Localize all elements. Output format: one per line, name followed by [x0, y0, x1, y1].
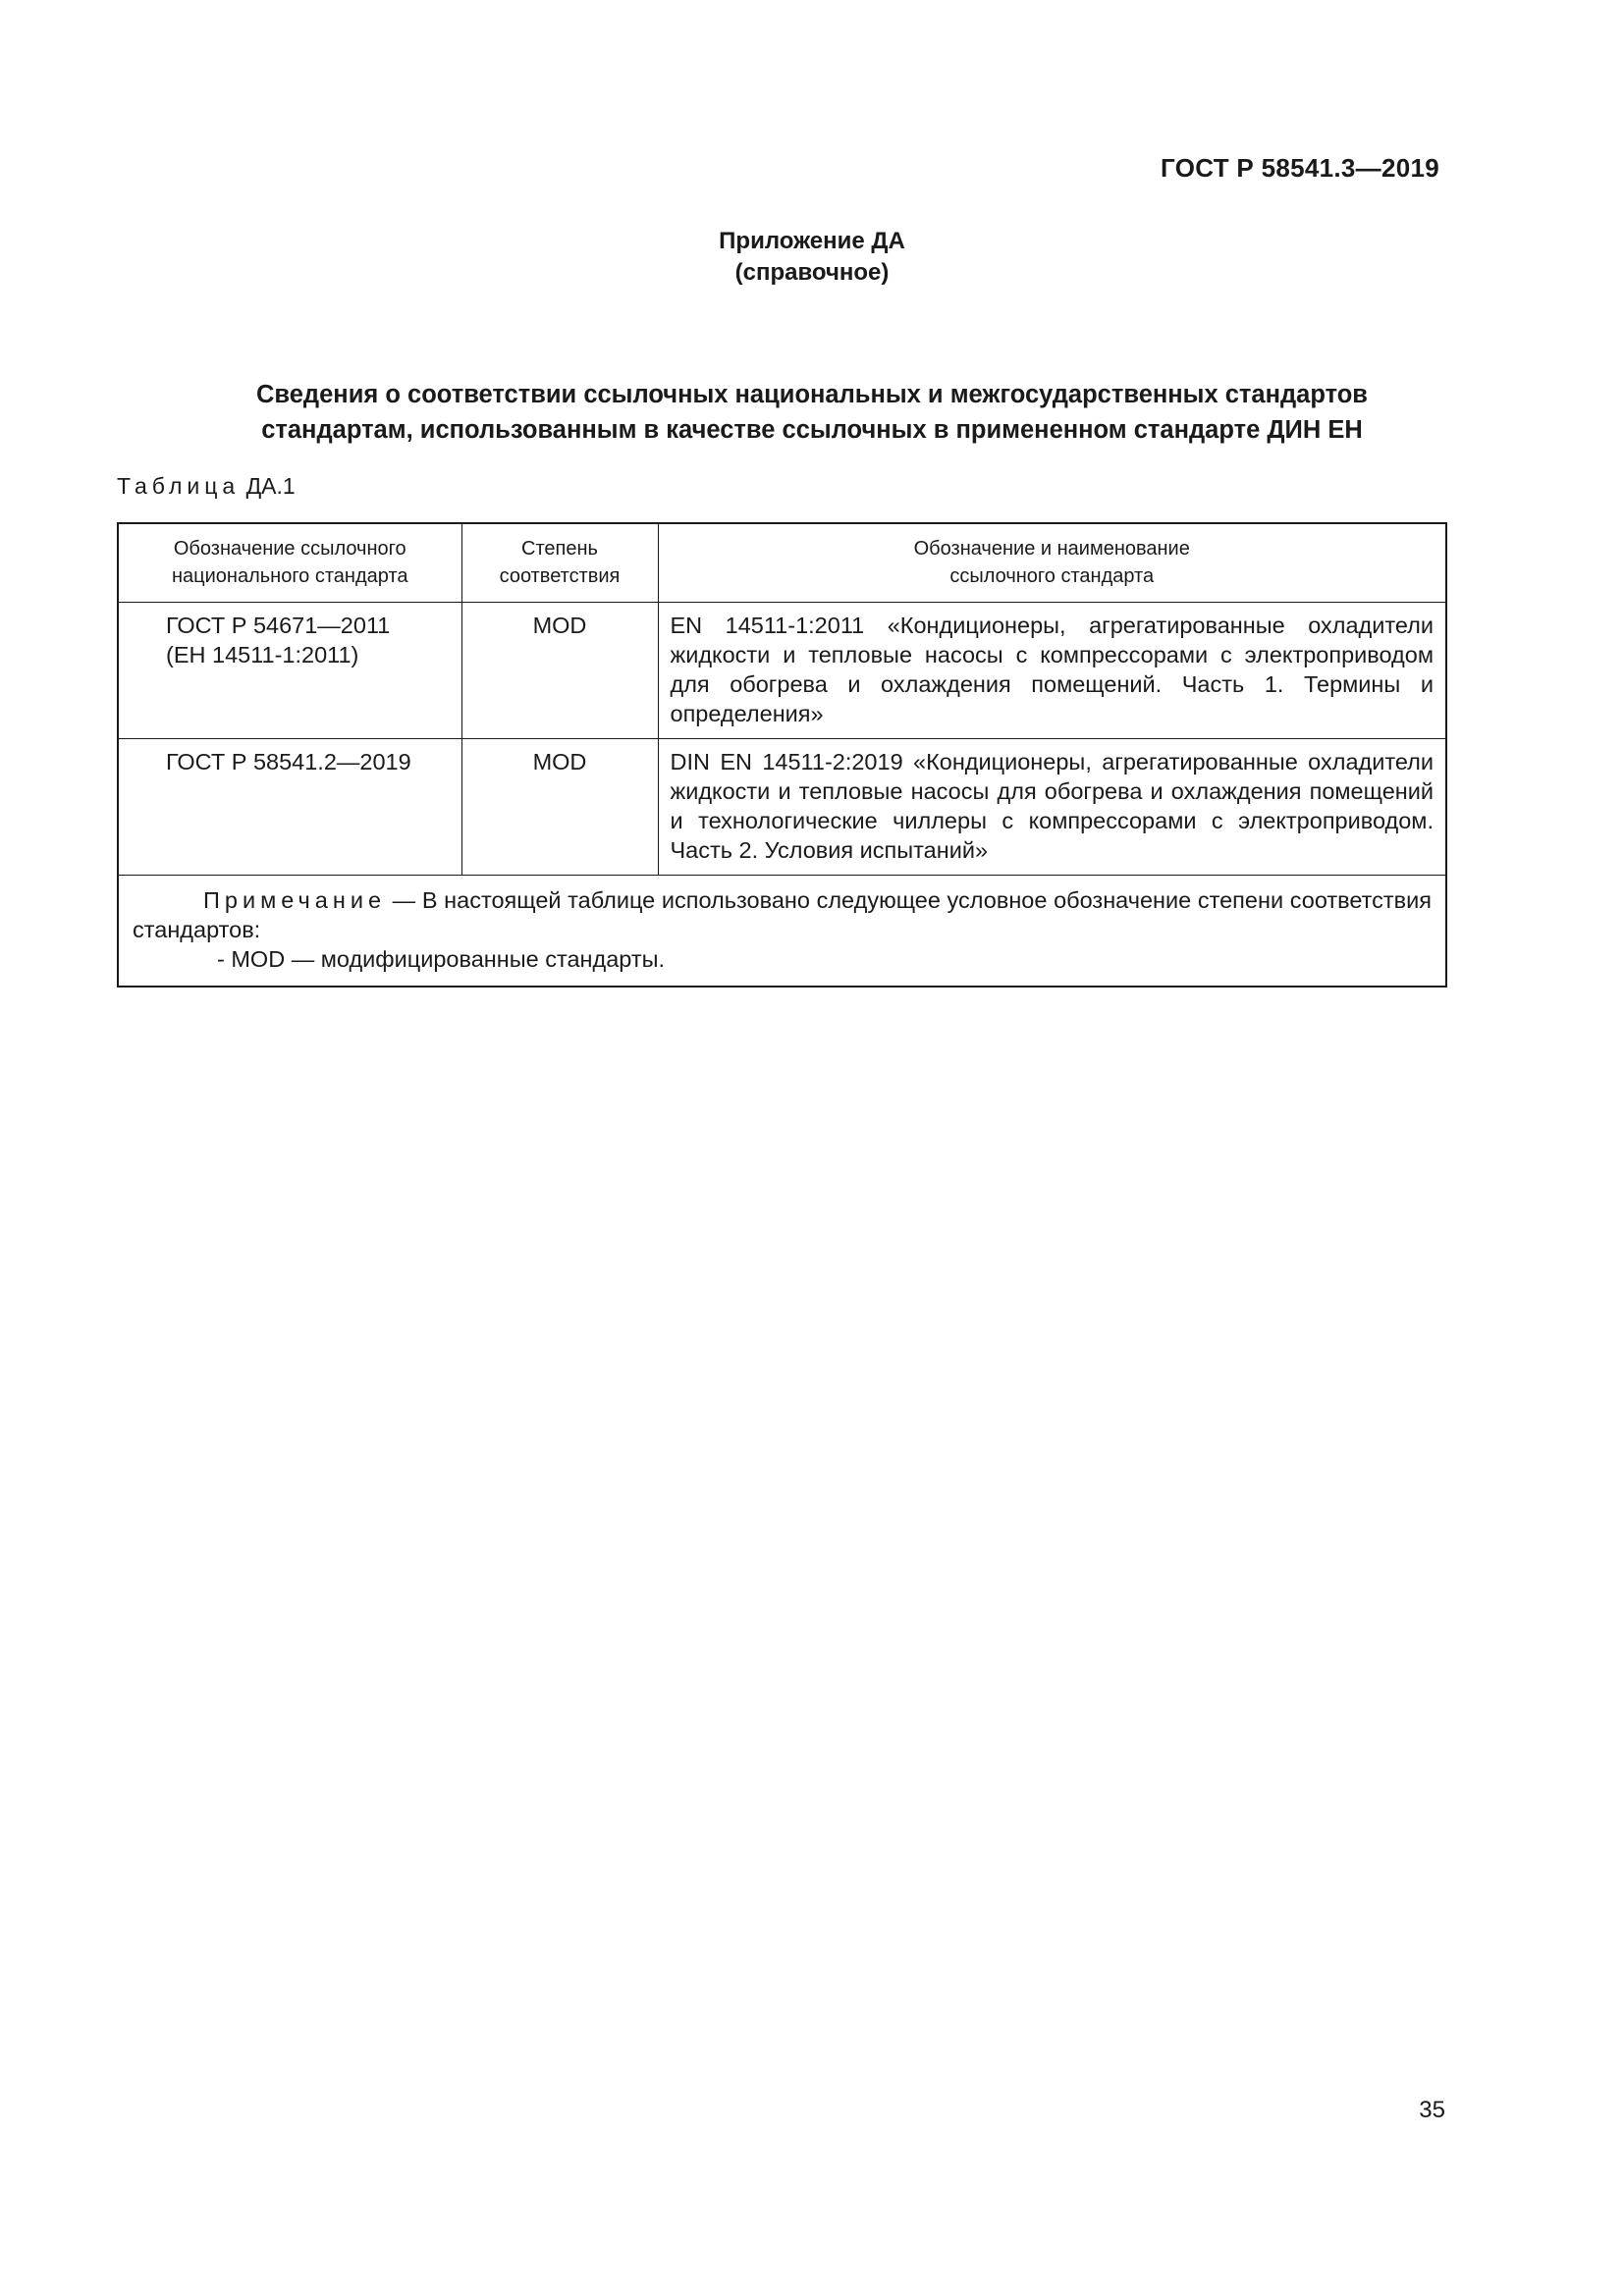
- header-degree: [461, 523, 658, 603]
- note-item: - MOD — модифицированные стандарты.: [217, 946, 666, 972]
- national-standard-code: ГОСТ Р 58541.2—2019: [166, 749, 411, 774]
- table-caption-number: ДА.1: [245, 473, 296, 499]
- section-heading-line-2: стандартам, использованным в качестве ссылочных в примененном стандарте ДИН ЕН: [261, 416, 1363, 444]
- note-body: — В настоящей таблице использовано следующее условное обозначение степени соответствия стандартов:: [133, 887, 1432, 942]
- section-heading-line-1: Сведения о соответствии ссылочных национальных и межгосударственных стандартов: [256, 381, 1368, 408]
- table-row: [118, 739, 1446, 876]
- national-standard-code: ГОСТ Р 54671—2011: [166, 613, 391, 638]
- appendix-subtitle: (справочное): [734, 259, 890, 286]
- national-standard-cell: [118, 603, 461, 739]
- degree-cell: MOD: [461, 739, 658, 876]
- header-national-standard-line-1: Обозначение ссылочного: [173, 538, 406, 560]
- header-national-standard-line-2: национального стандарта: [171, 565, 408, 587]
- national-standard-equivalent: (ЕН 14511-1:2011): [166, 642, 359, 667]
- header-reference-standard-line-1: Обозначение и наименование: [913, 538, 1190, 560]
- header-degree-line-2: соответствия: [499, 565, 621, 587]
- table-note: [118, 876, 1446, 988]
- header-reference-standard-line-2: ссылочного стандарта: [949, 565, 1155, 587]
- table-note-row: [118, 876, 1446, 988]
- header-national-standard: [118, 523, 461, 603]
- section-heading: [0, 377, 1624, 448]
- reference-standards-table: [117, 522, 1447, 988]
- degree-cell: MOD: [461, 603, 658, 739]
- table-row: [118, 603, 1446, 739]
- header-degree-line-1: Степень: [521, 538, 598, 560]
- reference-standard-cell: DIN EN 14511-2:2019 «Кондиционеры, агрегатированные охладители жидкости и тепловые насосы для обогрева и охлаждения помещений и технологические чиллеры с компрессорами с электроприводом. Часть 2. Условия испытаний»: [658, 739, 1446, 876]
- note-label: Примечание: [203, 887, 387, 913]
- document-code: ГОСТ Р 58541.3—2019: [1161, 153, 1439, 183]
- page-number: 35: [1419, 2097, 1445, 2123]
- table-caption-word: Таблица: [117, 473, 241, 499]
- table-header-row: [118, 523, 1446, 603]
- reference-standard-cell: EN 14511-1:2011 «Кондиционеры, агрегатированные охладители жидкости и тепловые насосы с компрессорами с электроприводом для обогрева и охлаждения помещений. Часть 1. Термины и определения»: [658, 603, 1446, 739]
- header-reference-standard: [658, 523, 1446, 603]
- appendix-heading: [0, 226, 1624, 289]
- table-caption: [117, 473, 296, 500]
- appendix-title: Приложение ДА: [719, 228, 905, 254]
- note-text: [133, 885, 1432, 944]
- national-standard-cell: [118, 739, 461, 876]
